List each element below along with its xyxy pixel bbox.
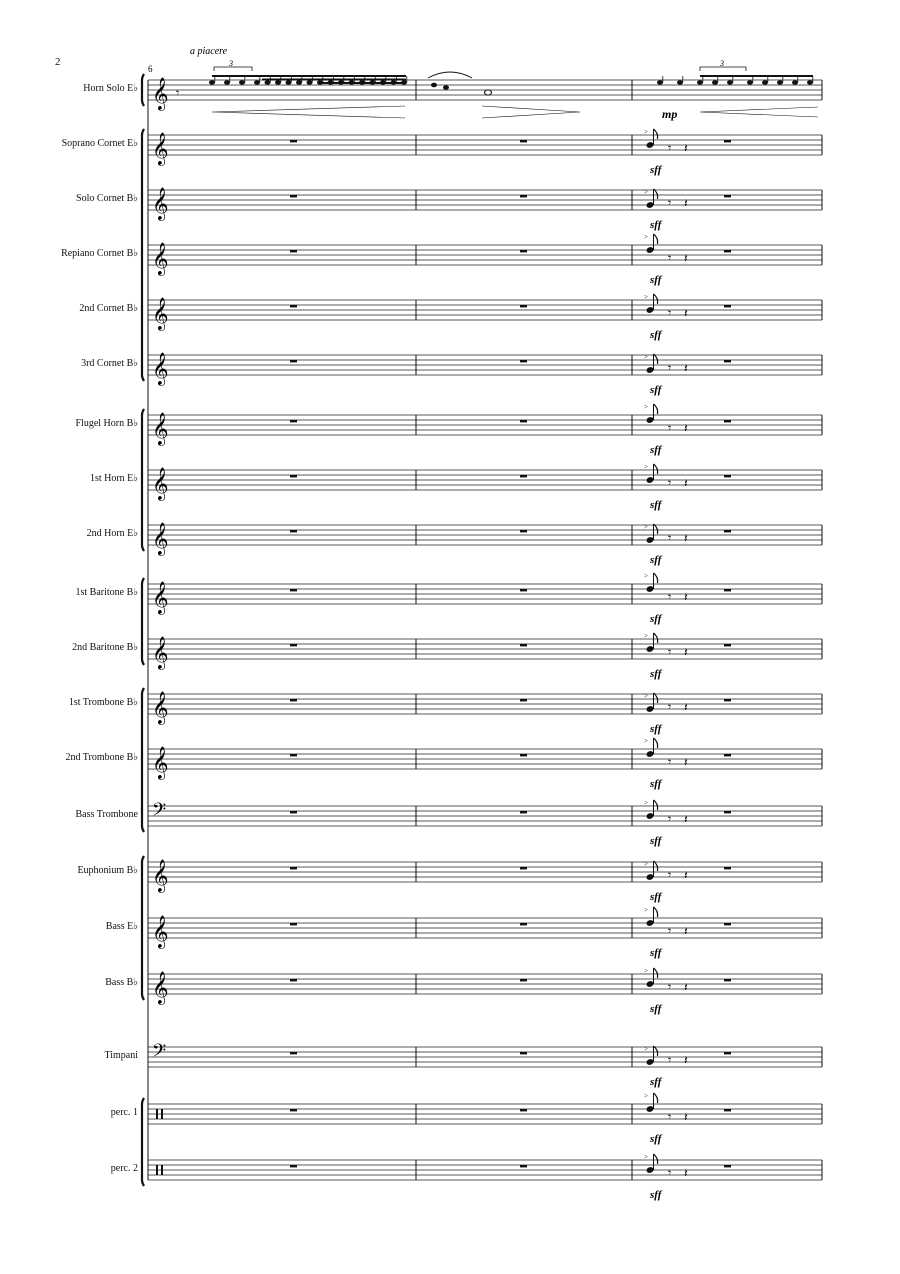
quarter-rest: 𝄽: [684, 924, 688, 938]
eighth-rest: 𝄾: [668, 868, 672, 882]
whole-rest: [290, 754, 297, 756]
page-number: 2: [55, 56, 61, 68]
dynamic-sff: sff: [650, 1076, 662, 1088]
quarter-rest: 𝄽: [684, 645, 688, 659]
treble-clef: 𝄞: [152, 915, 169, 948]
whole-rest: [290, 699, 297, 701]
treble-clef: 𝄞: [152, 636, 169, 669]
half-rest: [724, 140, 731, 142]
instrument-label: Flugel Horn B♭: [75, 418, 138, 429]
eighth-rest: 𝄾: [668, 812, 672, 826]
half-rest: [724, 360, 731, 362]
instrument-label: 1st Horn E♭: [89, 473, 138, 484]
diminuendo-hairpin: [482, 106, 580, 118]
solo-note-head: [224, 80, 230, 85]
note-flag: [654, 294, 658, 304]
quarter-rest: 𝄽: [684, 980, 688, 994]
half-rest: [724, 979, 731, 981]
eighth-rest: 𝄾: [668, 755, 672, 769]
solo-note-head: [431, 83, 437, 88]
tuplet-label: 3: [229, 59, 233, 68]
accent: >: [644, 632, 648, 640]
beam: [320, 82, 406, 84]
solo-note-head: [677, 80, 683, 85]
eighth-rest: 𝄾: [668, 196, 672, 210]
dynamic-sff: sff: [650, 329, 662, 341]
solo-note-head: [209, 80, 215, 85]
treble-clef: 𝄞: [152, 522, 169, 555]
instrument-label: 2nd Horn E♭: [86, 528, 138, 539]
treble-clef: 𝄞: [152, 132, 169, 165]
measure-number: 6: [148, 64, 153, 74]
whole-rest: [290, 979, 297, 981]
dynamic-sff: sff: [650, 835, 662, 847]
instrument-label: 3rd Cornet B♭: [81, 358, 138, 369]
half-rest: [724, 1165, 731, 1167]
instrument-label: Repiano Cornet B♭: [61, 248, 138, 259]
whole-rest: [290, 360, 297, 362]
quarter-rest: 𝄽: [684, 196, 688, 210]
quarter-rest: 𝄽: [684, 1110, 688, 1124]
note-flag: [654, 861, 658, 871]
whole-rest: [520, 530, 527, 532]
whole-rest: [520, 420, 527, 422]
instrument-label: Bass Trombone: [75, 809, 138, 820]
note-flag: [654, 693, 658, 703]
solo-note-head: [807, 80, 813, 85]
whole-rest: [290, 530, 297, 532]
dynamic-sff: sff: [650, 164, 662, 176]
dynamic-sff: sff: [650, 1133, 662, 1145]
eighth-rest: 𝄾: [668, 531, 672, 545]
group-bracket: [142, 856, 144, 1000]
quarter-rest: 𝄽: [684, 421, 688, 435]
quarter-rest: 𝄽: [684, 531, 688, 545]
quarter-rest: 𝄽: [684, 476, 688, 490]
solo-note-head: [657, 80, 663, 85]
quarter-rest: 𝄽: [684, 251, 688, 265]
whole-rest: [290, 1109, 297, 1111]
accent: >: [644, 737, 648, 745]
half-rest: [724, 305, 731, 307]
group-bracket: [142, 74, 144, 106]
whole-rest: [290, 195, 297, 197]
instrument-label: 2nd Cornet B♭: [79, 303, 138, 314]
treble-clef: 𝄞: [152, 859, 169, 892]
accent: >: [644, 128, 648, 136]
solo-note-head: [254, 80, 260, 85]
eighth-rest: 𝄾: [668, 476, 672, 490]
whole-rest: [290, 305, 297, 307]
note-flag: [654, 907, 658, 917]
dynamic-sff: sff: [650, 947, 662, 959]
instrument-label: Bass B♭: [105, 977, 138, 988]
quarter-rest: 𝄽: [684, 306, 688, 320]
whole-rest: [520, 644, 527, 646]
solo-note-head: [275, 80, 281, 85]
whole-rest: [290, 867, 297, 869]
treble-clef: 𝄞: [152, 691, 169, 724]
eighth-rest: 𝄾: [668, 1110, 672, 1124]
dynamic-sff: sff: [650, 554, 662, 566]
dynamic-sff: sff: [650, 668, 662, 680]
quarter-rest: 𝄽: [684, 361, 688, 375]
beam: [700, 75, 813, 77]
accent: >: [644, 523, 648, 531]
treble-clef: 𝄞: [152, 297, 169, 330]
dynamic-sff: sff: [650, 723, 662, 735]
whole-rest: [520, 1165, 527, 1167]
treble-clef: 𝄞: [152, 242, 169, 275]
note-flag: [654, 464, 658, 474]
dynamic-sff: sff: [650, 613, 662, 625]
note-flag: [654, 404, 658, 414]
half-rest: [724, 811, 731, 813]
whole-rest: [520, 923, 527, 925]
accent: >: [644, 906, 648, 914]
dynamic-sff: sff: [650, 499, 662, 511]
eighth-rest: 𝄾: [668, 421, 672, 435]
instrument-label: 2nd Baritone B♭: [72, 642, 138, 653]
percussion-clef: [161, 1109, 163, 1119]
half-rest: [724, 420, 731, 422]
accent: >: [644, 860, 648, 868]
half-rest: [724, 195, 731, 197]
eighth-rest: 𝄾: [668, 361, 672, 375]
percussion-clef: [161, 1165, 163, 1175]
whole-rest: [520, 979, 527, 981]
instrument-label: Horn Solo E♭: [83, 83, 138, 94]
solo-note-head: [443, 85, 449, 90]
whole-rest: [520, 699, 527, 701]
quarter-rest: 𝄽: [684, 868, 688, 882]
accent: >: [644, 188, 648, 196]
whole-rest: [290, 644, 297, 646]
half-note-head: [485, 90, 492, 95]
whole-rest: [520, 754, 527, 756]
note-flag: [654, 800, 658, 810]
percussion-clef: [156, 1165, 158, 1175]
note-flag: [654, 234, 658, 244]
accent: >: [644, 353, 648, 361]
treble-clef: 𝄞: [152, 746, 169, 779]
dynamic-mp: mp: [662, 107, 678, 121]
eighth-rest: 𝄾: [668, 590, 672, 604]
tuplet-bracket: [214, 67, 252, 71]
note-flag: [654, 738, 658, 748]
instrument-label: Bass E♭: [105, 921, 138, 932]
whole-rest: [290, 923, 297, 925]
dynamic-sff: sff: [650, 444, 662, 456]
solo-note-head: [307, 80, 313, 85]
note-flag: [654, 189, 658, 199]
whole-rest: [520, 250, 527, 252]
crescendo-hairpin: [700, 107, 818, 117]
treble-clef: 𝄞: [152, 77, 169, 110]
instrument-label: Euphonium B♭: [77, 865, 138, 876]
half-rest: [724, 754, 731, 756]
whole-rest: [290, 811, 297, 813]
whole-rest: [290, 1165, 297, 1167]
instrument-label: Soprano Cornet E♭: [61, 138, 138, 149]
eighth-rest: 𝄾: [668, 251, 672, 265]
whole-rest: [520, 475, 527, 477]
group-bracket: [142, 129, 144, 381]
half-rest: [724, 923, 731, 925]
half-rest: [724, 1109, 731, 1111]
tuplet-label: 3: [720, 59, 724, 68]
accent: >: [644, 1092, 648, 1100]
instrument-label: Timpani: [104, 1050, 138, 1061]
treble-clef: 𝄞: [152, 352, 169, 385]
accent: >: [644, 967, 648, 975]
group-bracket: [142, 688, 144, 832]
eighth-rest: 𝄾: [668, 700, 672, 714]
quarter-rest: 𝄽: [684, 1166, 688, 1180]
accent: >: [644, 572, 648, 580]
accent: >: [644, 1153, 648, 1161]
bass-clef: 𝄢: [152, 800, 167, 825]
solo-note-head: [712, 80, 718, 85]
dynamic-sff: sff: [650, 384, 662, 396]
accent: >: [644, 799, 648, 807]
whole-rest: [520, 811, 527, 813]
whole-rest: [520, 305, 527, 307]
half-rest: [724, 589, 731, 591]
whole-rest: [520, 1052, 527, 1054]
instrument-label: 1st Trombone B♭: [68, 697, 138, 708]
accent: >: [644, 293, 648, 301]
treble-clef: 𝄞: [152, 467, 169, 500]
dynamic-sff: sff: [650, 1189, 662, 1201]
quarter-rest: 𝄽: [684, 141, 688, 155]
instrument-label: perc. 2: [110, 1163, 138, 1174]
instrument-label: perc. 1: [110, 1107, 138, 1118]
beam: [212, 75, 406, 77]
note-flag: [654, 633, 658, 643]
beam: [262, 79, 406, 81]
group-bracket: [142, 409, 144, 551]
whole-rest: [290, 1052, 297, 1054]
solo-note-head: [286, 80, 292, 85]
whole-rest: [290, 420, 297, 422]
note-flag: [654, 1093, 658, 1103]
solo-note-head: [747, 80, 753, 85]
whole-rest: [520, 195, 527, 197]
instrument-label: 2nd Trombone B♭: [65, 752, 138, 763]
whole-rest: [520, 589, 527, 591]
whole-rest: [290, 250, 297, 252]
whole-rest: [520, 1109, 527, 1111]
half-rest: [724, 867, 731, 869]
treble-clef: 𝄞: [152, 187, 169, 220]
accent: >: [644, 233, 648, 241]
quarter-rest: 𝄽: [684, 700, 688, 714]
solo-note-head: [727, 80, 733, 85]
eighth-rest: 𝄾: [668, 1053, 672, 1067]
eighth-rest: 𝄾: [668, 1166, 672, 1180]
dynamic-sff: sff: [650, 274, 662, 286]
percussion-clef: [156, 1109, 158, 1119]
eighth-rest: 𝄾: [668, 924, 672, 938]
quarter-rest: 𝄽: [684, 755, 688, 769]
whole-rest: [520, 140, 527, 142]
treble-clef: 𝄞: [152, 971, 169, 1004]
dynamic-sff: sff: [650, 778, 662, 790]
instrument-label: 1st Baritone B♭: [75, 587, 138, 598]
half-rest: [724, 250, 731, 252]
treble-clef: 𝄞: [152, 581, 169, 614]
whole-rest: [290, 589, 297, 591]
tempo-marking: a piacere: [190, 46, 228, 57]
quarter-rest: 𝄽: [684, 1053, 688, 1067]
half-rest: [724, 530, 731, 532]
instrument-label: Solo Cornet B♭: [76, 193, 138, 204]
accent: >: [644, 1045, 648, 1053]
whole-rest: [520, 360, 527, 362]
whole-rest: [520, 867, 527, 869]
eighth-rest: 𝄾: [668, 306, 672, 320]
note-flag: [654, 573, 658, 583]
bass-clef: 𝄢: [152, 1041, 167, 1066]
slur: [428, 72, 472, 78]
half-rest: [724, 699, 731, 701]
whole-rest: [290, 475, 297, 477]
note-flag: [654, 354, 658, 364]
solo-note-head: [777, 80, 783, 85]
note-flag: [654, 968, 658, 978]
note-flag: [654, 129, 658, 139]
quarter-rest: 𝄽: [684, 812, 688, 826]
solo-note-head: [697, 80, 703, 85]
crescendo-hairpin: [212, 106, 405, 118]
eighth-rest: 𝄾: [668, 980, 672, 994]
half-rest: [724, 644, 731, 646]
half-rest: [724, 475, 731, 477]
eighth-rest: 𝄾: [176, 86, 180, 100]
treble-clef: 𝄞: [152, 412, 169, 445]
solo-note-head: [265, 80, 271, 85]
accent: >: [644, 463, 648, 471]
note-flag: [654, 524, 658, 534]
note-flag: [654, 1154, 658, 1164]
half-rest: [724, 1052, 731, 1054]
solo-note-head: [792, 80, 798, 85]
quarter-rest: 𝄽: [684, 590, 688, 604]
dynamic-sff: sff: [650, 219, 662, 231]
solo-note-head: [239, 80, 245, 85]
dynamic-sff: sff: [650, 891, 662, 903]
accent: >: [644, 403, 648, 411]
solo-note-head: [296, 80, 302, 85]
dynamic-sff: sff: [650, 1003, 662, 1015]
solo-note-head: [762, 80, 768, 85]
note-flag: [654, 1046, 658, 1056]
accent: >: [644, 692, 648, 700]
eighth-rest: 𝄾: [668, 645, 672, 659]
group-bracket: [142, 1098, 144, 1186]
eighth-rest: 𝄾: [668, 141, 672, 155]
group-bracket: [142, 578, 144, 665]
whole-rest: [290, 140, 297, 142]
